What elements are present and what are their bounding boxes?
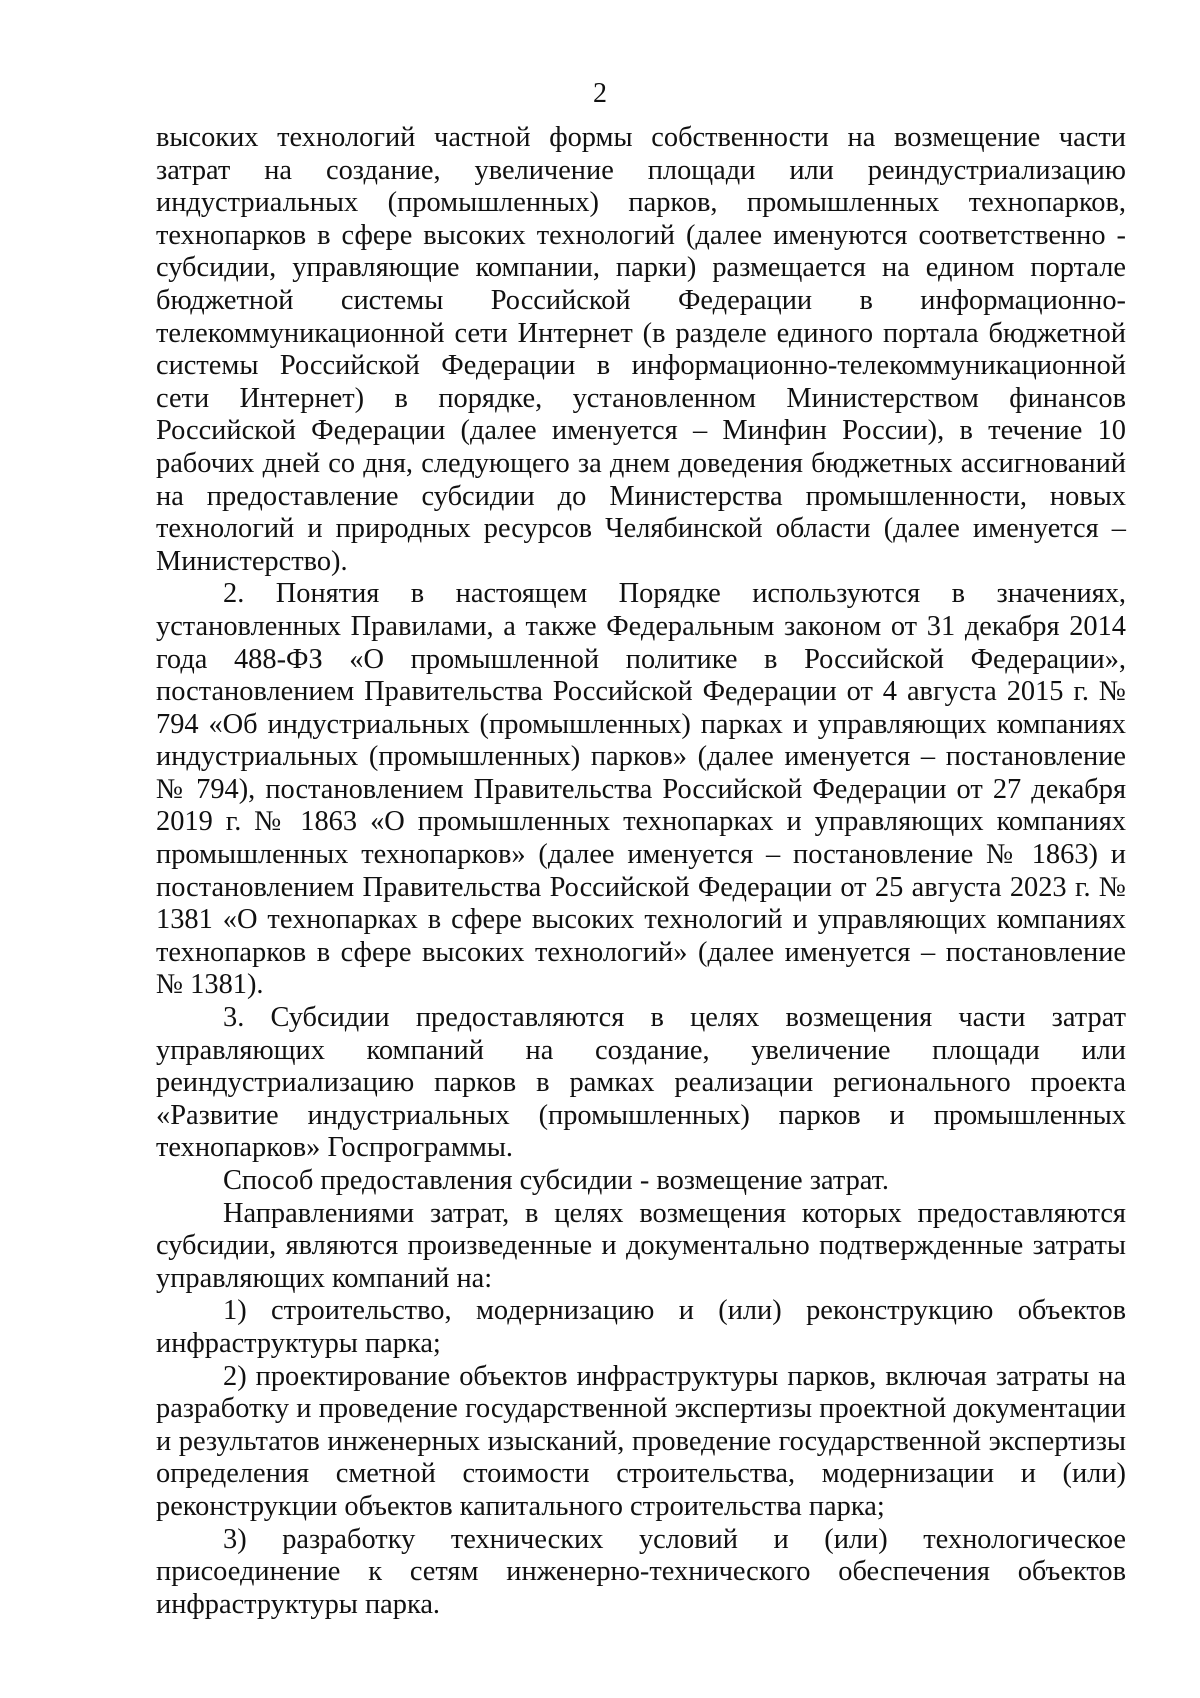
paragraph-cost-directions: Направлениями затрат, в целях возмещения которых предоставляются субсидии, являются произведенные и документально подтвержденные затраты управляющих компаний на: bbox=[156, 1197, 1126, 1294]
paragraph-item-2: 2. Понятия в настоящем Порядке используются в значениях, установленных Правилами, а также Федеральным законом от 31 декабря 2014 года 488-ФЗ «О промышленной политике в Российской Федерации», постановлением Правительства Российской Федерации от 4 августа 2015 г. № 794 «Об индустриальных (промышленных) парках и управляющих компаниях индустриальных (промышленных) парков» (далее именуется – постановление № 794), постановлением Правительства Российской Федерации от 27 декабря 2019 г. № 1863 «О промышленных технопарках и управляющих компаниях промышленных технопарков» (далее именуется – постановление № 1863) и постановлением Правительства Российской Федерации от 25 августа 2023 г. № 1381 «О технопарках в сфере высоких технологий и управляющих компаниях технопарков в сфере высоких технологий» (далее именуется – постановление № 1381). bbox=[156, 578, 1126, 1001]
paragraph-continuation: высоких технологий частной формы собственности на возмещение части затрат на создание, увеличение площади или реиндустриализацию индустриальных (промышленных) парков, промышленных технопарков, технопарков в сфере высоких технологий (далее именуются соответственно - субсидии, управляющие компании, парки) размещается на едином портале бюджетной системы Российской Федерации в информационно-телекоммуникационной сети Интернет (в разделе единого портала бюджетной системы Российской Федерации в информационно-телекоммуникационной сети Интернет) в порядке, установленном Министерством финансов Российской Федерации (далее именуется – Минфин России), в течение 10 рабочих дней со дня, следующего за днем доведения бюджетных ассигнований на предоставление субсидии до Министерства промышленности, новых технологий и природных ресурсов Челябинской области (далее именуется – Министерство). bbox=[156, 122, 1126, 577]
list-item-3: 3) разработку технических условий и (или) технологическое присоединение к сетям инженерно-технического обеспечения объектов инфраструктуры парка. bbox=[156, 1523, 1126, 1620]
list-item-2: 2) проектирование объектов инфраструктуры парков, включая затраты на разработку и проведение государственной экспертизы проектной документации и результатов инженерных изысканий, проведение государственной экспертизы определения сметной стоимости строительства, модернизации и (или) реконструкции объектов капитального строительства парка; bbox=[156, 1360, 1126, 1522]
document-body bbox=[156, 122, 1126, 1621]
page-number: 2 bbox=[593, 78, 607, 109]
paragraph-subsidy-method: Способ предоставления субсидии - возмещение затрат. bbox=[223, 1165, 890, 1196]
list-item-1: 1) строительство, модернизацию и (или) реконструкцию объектов инфраструктуры парка; bbox=[156, 1295, 1126, 1359]
paragraph-item-3: 3. Субсидии предоставляются в целях возмещения части затрат управляющих компаний на создание, увеличение площади или реиндустриализацию парков в рамках реализации регионального проекта «Развитие индустриальных (промышленных) парков и промышленных технопарков» Госпрограммы. bbox=[156, 1002, 1126, 1164]
